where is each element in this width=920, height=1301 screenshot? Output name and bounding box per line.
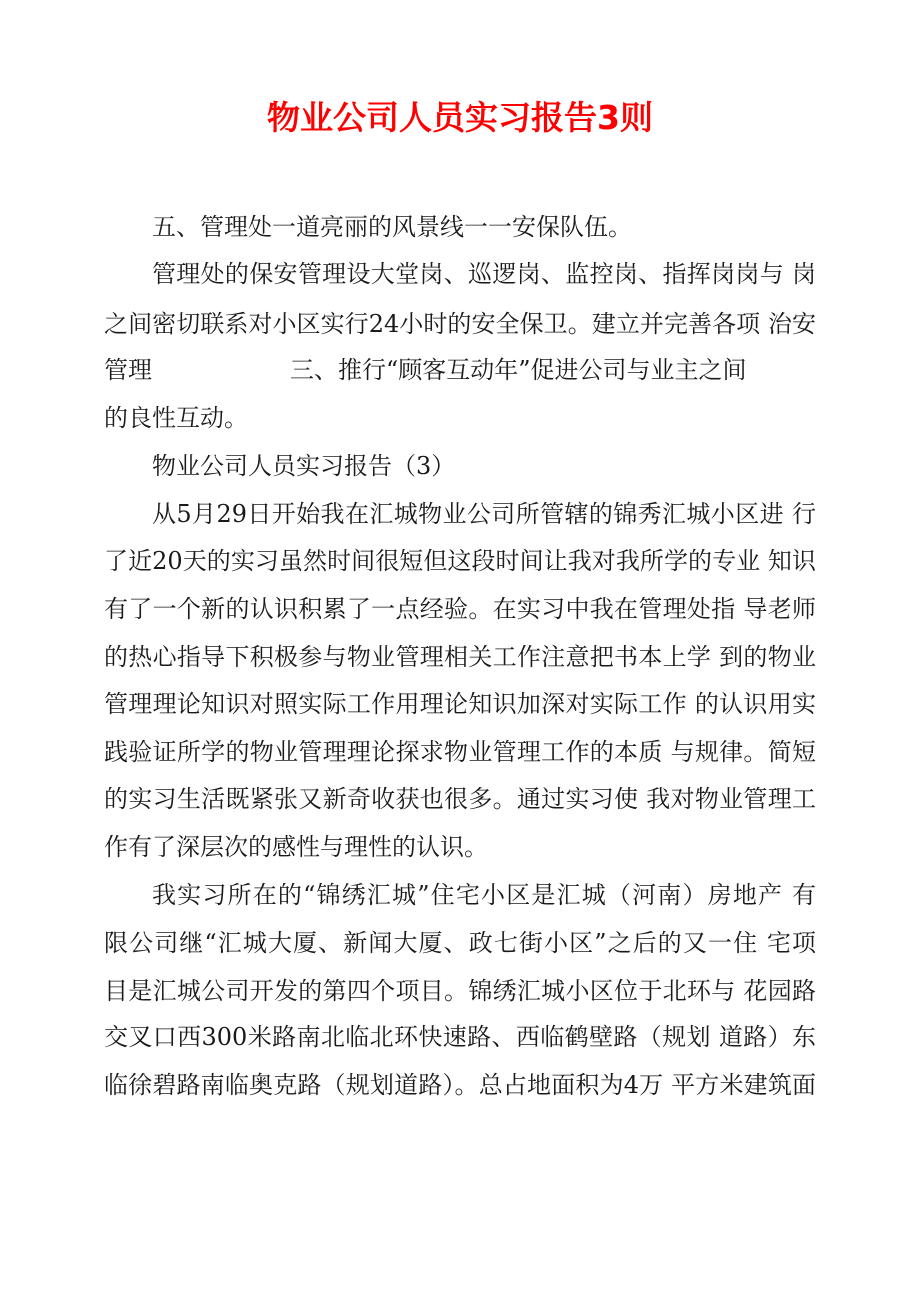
paragraph-line: 的实习生活既紧张又新奇收获也很多。通过实习使 我对物业管理工 (104, 785, 816, 813)
paragraph-line: 管理理论知识对照实际工作用理论知识加深对实际工作 的认识用实 (104, 690, 816, 718)
paragraph-line: 之间密切联系对小区实行24小时的安全保卫。建立并完善各项 治安 (104, 310, 816, 338)
paragraph-line: 作有了深层次的感性与理性的认识。 (104, 833, 488, 861)
paragraph-line: 管理处的保安管理设大堂岗、巡逻岗、监控岗、指挥岗岗与 岗 (152, 260, 816, 288)
paragraph-line: 的热心指导下积极参与物业管理相关工作注意把书本上学 到的物业 (104, 643, 816, 671)
paragraph-line: 了近20天的实习虽然时间很短但这段时间让我对我所学的专业 知识 (104, 547, 816, 575)
paragraph-fragment: 管理 (104, 356, 152, 384)
paragraph-line: 践验证所学的物业管理理论探求物业管理工作的本质 与规律。简短 (104, 738, 816, 766)
paragraph-line: 目是汇城公司开发的第四个项目。锦绣汇城小区位于北环与 花园路 (104, 977, 816, 1005)
paragraph-line: 我实习所在的“锦绣汇城”住宅小区是汇城（河南）房地产 有 (152, 881, 816, 909)
paragraph-line: 限公司继“汇城大厦、新闻大厦、政七街小区”之后的又一住 宅项 (104, 929, 816, 957)
page-title: 物业公司人员实习报告3则 (267, 98, 653, 137)
paragraph-line: 交叉口西300米路南北临北环快速路、西临鹤壁路（规划 道路）东 (104, 1023, 816, 1051)
section-heading: 五、管理处一道亮丽的风景线一一安保队伍。 (152, 213, 632, 241)
paragraph-line: 临徐碧路南临奥克路（规划道路）。总占地面积为4万 平方米建筑面 (104, 1071, 816, 1099)
paragraph-line: 有了一个新的认识积累了一点经验。在实习中我在管理处指 导老师 (104, 595, 816, 623)
paragraph-line: 的良性互动。 (104, 404, 248, 432)
paragraph-line: 从5月29日开始我在汇城物业公司所管辖的锦秀汇城小区进 行 (152, 500, 816, 528)
section-heading: 物业公司人员实习报告（3） (152, 452, 456, 480)
paragraph-fragment: 三、推行“顾客互动年”促进公司与业主之间 (290, 356, 747, 384)
